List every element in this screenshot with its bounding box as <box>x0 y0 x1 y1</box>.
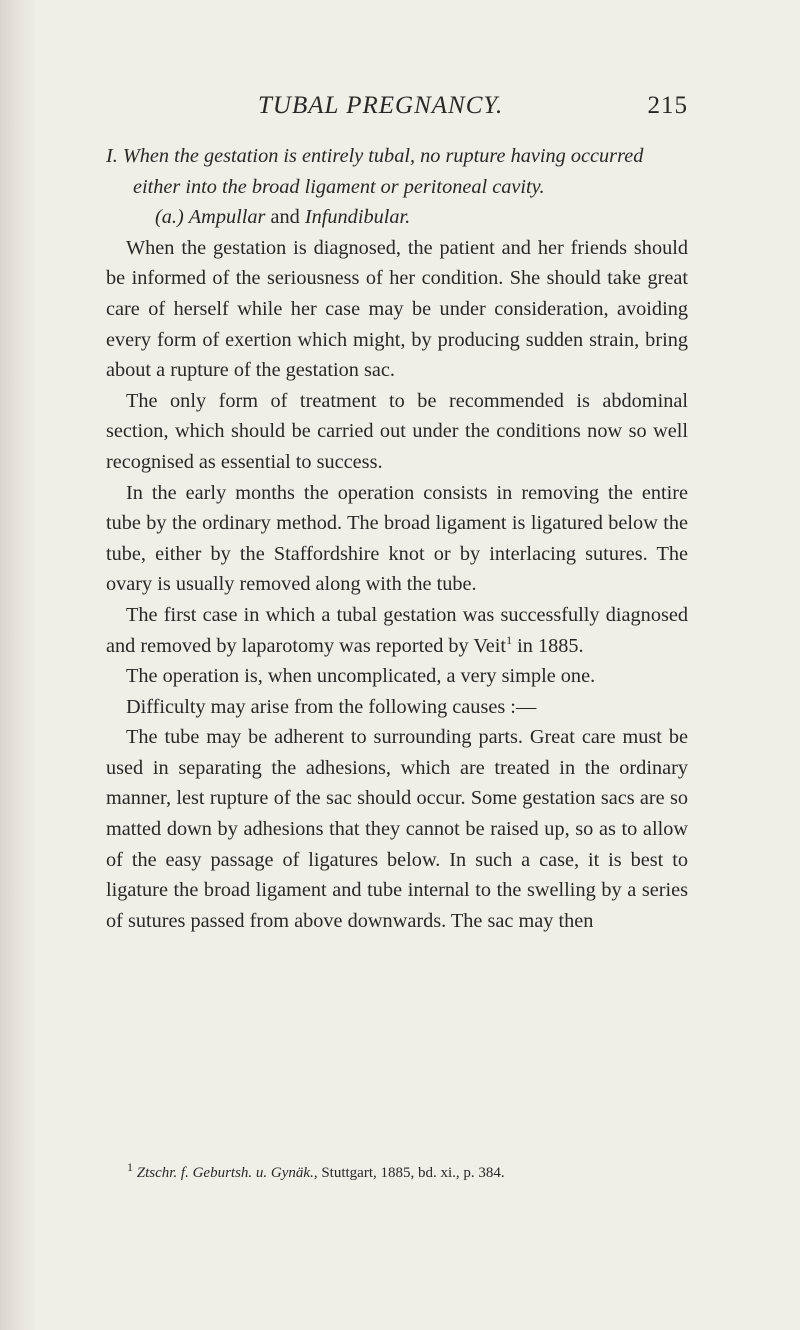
subsection-heading <box>106 202 688 233</box>
section-heading: I. When the gestation is entirely tubal, no rupture having occurred either into the broad ligament or peritoneal cavity. <box>106 145 644 198</box>
paragraph: In the early months the operation consists in removing the entire tube by the ordinary method. The broad ligament is ligatured below the tube, either by the Staffordshire knot or by interlacing sutures. The ovary is usually removed along with the tube. <box>106 481 688 596</box>
footnote-journal: Ztschr. f. Geburtsh. u. Gynäk., <box>136 1165 318 1181</box>
veit-year: in 1885. <box>512 634 584 657</box>
footnote <box>127 1160 687 1183</box>
footnote-reference: 1 <box>506 632 513 647</box>
page-gutter-shadow <box>0 0 38 1330</box>
paragraph: The tube may be adherent to surrounding parts. Great care must be used in separating the adhesions, which are treated in the ordinary manner, lest rupture of the sac should occur. Some gestation sacs are so matted down by adhesions that they cannot be raised up, so as to allow of the easy passage of ligatures below. In such a case, it is best to ligature the broad ligament and tube internal to the swelling by a series of sutures passed from above downwards. The sac may then <box>106 726 688 932</box>
footnote-marker: 1 <box>127 1160 133 1174</box>
subsection-label: (a.) <box>155 206 184 229</box>
running-title: TUBAL PREGNANCY. <box>258 92 504 119</box>
page-number: 215 <box>647 92 688 119</box>
paragraph: The only form of treatment to be recommended is abdominal section, which should be carried out under the conditions now so well recognised as essential to success. <box>106 389 688 473</box>
subsection-conjunction: and <box>270 206 300 229</box>
body-text <box>106 141 688 936</box>
paragraph: Difficulty may arise from the following causes :— <box>126 695 537 718</box>
footnote-details: Stuttgart, 1885, bd. xi., p. 384. <box>317 1165 505 1181</box>
paragraph: When the gestation is diagnosed, the patient and her friends should be informed of the seriousness of her condition. She should take great care of herself while her case may be under consideration, avoiding every form of exertion which might, by producing sudden strain, bring about a rupture of the gestation sac. <box>106 236 688 382</box>
veit-text: The first case in which a tubal gestation was successfully diagnosed and removed by laparotomy was reported by Veit <box>106 603 688 657</box>
paragraph-veit <box>106 600 688 661</box>
running-head <box>258 92 688 122</box>
subsection-term-ampullar: Ampullar <box>188 206 266 229</box>
paragraph: The operation is, when uncomplicated, a very simple one. <box>126 665 596 688</box>
subsection-term-infundibular: Infundibular. <box>304 206 411 229</box>
